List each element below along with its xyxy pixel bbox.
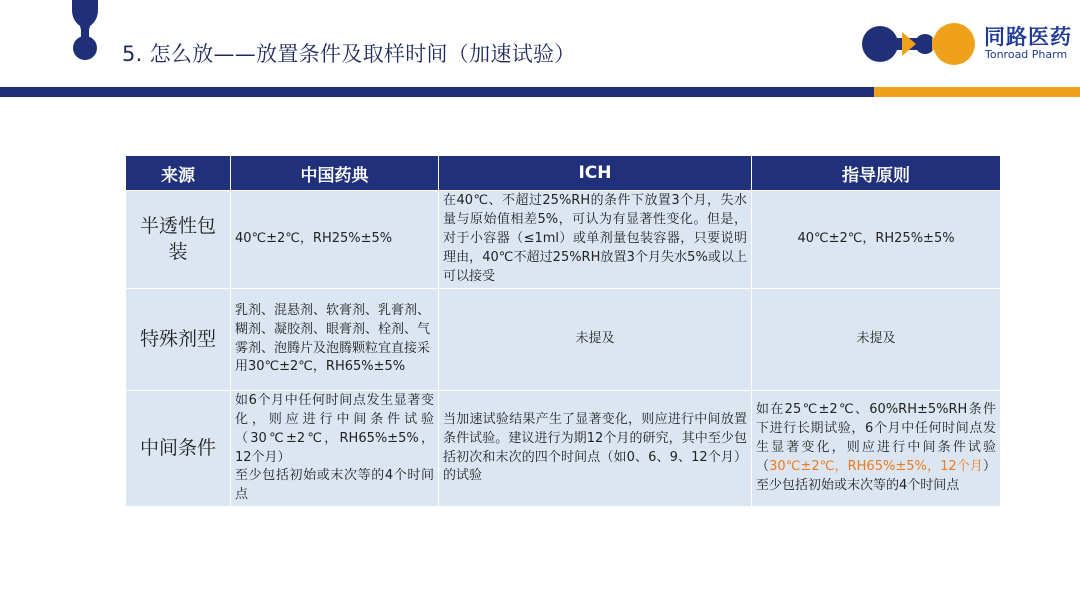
logo-name-cn: 同路医药 [984, 25, 1072, 49]
chp-text-note: 至少包括初始或末次等的4个时间点 [235, 468, 434, 503]
guideline-cell [752, 391, 1001, 507]
table-header-row [126, 156, 1001, 191]
ich-cell: 未提及 [439, 289, 752, 391]
table-row [126, 289, 1001, 391]
chp-text-main: 如6个月中任何时间点发生显著变化，则应进行中间条件试验（30℃±2℃，RH65%±5%，12个月） [235, 393, 434, 465]
column-header-guideline: 指导原则 [752, 156, 1001, 191]
logo-mark-icon [858, 18, 980, 70]
company-logo [858, 18, 1073, 70]
ich-cell: 在40℃、不超过25%RH的条件下放置3个月，失水量与原始值相差5%，可认为有显著性变化。但是，对于小容器（≤1ml）或单剂量包装容器，只要说明理由，40℃不超过25%RH放置3个月失水5%或以上可以接受 [439, 191, 752, 289]
slide-title: 5. 怎么放——放置条件及取样时间（加速试验） [122, 42, 576, 66]
header-divider-accent [874, 87, 1080, 97]
row-source-cell: 半透性包装 [126, 191, 231, 289]
guideline-cell: 40℃±2℃，RH25%±5% [752, 191, 1001, 289]
column-header-chp: 中国药典 [231, 156, 439, 191]
decorative-node-icon [66, 0, 104, 62]
guideline-cell: 未提及 [752, 289, 1001, 391]
header-divider-bar [0, 87, 874, 97]
chp-cell: 乳剂、混悬剂、软膏剂、乳膏剂、糊剂、凝胶剂、眼膏剂、栓剂、气雾剂、泡腾片及泡腾颗粒宜直接采用30℃±2℃，RH65%±5% [231, 289, 439, 391]
column-header-source: 来源 [126, 156, 231, 191]
row-source-cell: 中间条件 [126, 391, 231, 507]
guideline-highlight-text: 30℃±2℃，RH65%±5%，12个月 [769, 458, 983, 474]
logo-name-en: Tonroad Pharm [985, 48, 1068, 61]
chp-cell: 40℃±2℃，RH25%±5% [231, 191, 439, 289]
column-header-ich: ICH [439, 156, 752, 191]
table-row [126, 391, 1001, 507]
row-source-cell: 特殊剂型 [126, 289, 231, 391]
ich-cell: 当加速试验结果产生了显著变化，则应进行中间放置条件试验。建议进行为期12个月的研究，其中至少包括初次和末次的四个时间点（如0、6、9、12个月）的试验 [439, 391, 752, 507]
guideline-text-post: ）至少包括初始或末次等的4个时间点 [756, 458, 996, 493]
guideline-text-pre: 如在25℃±2℃、60%RH±5%RH条件下进行长期试验，6个月中任何时间点发生显著变化，则应进行中间条件试验（ [756, 402, 996, 474]
table-row [126, 191, 1001, 289]
storage-conditions-table [125, 155, 1001, 507]
chp-cell [231, 391, 439, 507]
